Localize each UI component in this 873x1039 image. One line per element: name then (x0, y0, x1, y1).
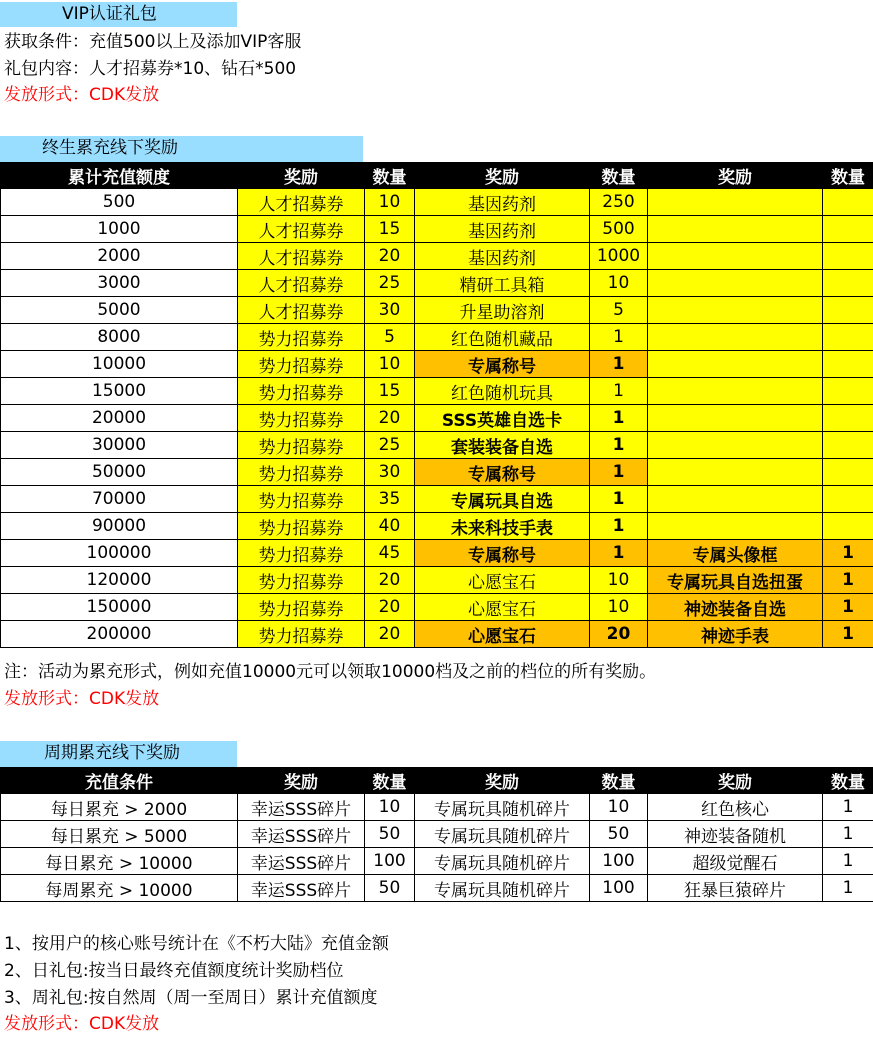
reward-1-cell: 人才招募券 (238, 297, 365, 324)
condition-cell: 每周累充 > 10000 (1, 875, 238, 902)
reward-3-cell: 神迹装备自选 (648, 594, 823, 621)
reward-2-cell: 专属玩具随机碎片 (415, 875, 590, 902)
table-row (1, 378, 873, 405)
reward-3-cell: 狂暴巨猿碎片 (648, 875, 823, 902)
quantity-2-cell: 50 (590, 821, 648, 848)
table-row (1, 216, 873, 243)
reward-3-cell: 专属玩具自选扭蛋 (648, 567, 823, 594)
reward-2-cell: 专属称号 (415, 540, 590, 567)
header-reward: 奖励 (238, 163, 365, 189)
header-quantity: 数量 (365, 163, 415, 189)
reward-2-cell: 专属称号 (415, 459, 590, 486)
reward-2-cell: 套装装备自选 (415, 432, 590, 459)
reward-2-cell: 专属玩具随机碎片 (415, 794, 590, 821)
reward-2-cell: 未来科技手表 (415, 513, 590, 540)
reward-1-cell: 人才招募券 (238, 243, 365, 270)
quantity-2-cell: 1 (590, 459, 648, 486)
amount-cell: 50000 (1, 459, 238, 486)
reward-3-cell (648, 513, 823, 540)
periodic-title: 周期累充线下奖励 (0, 741, 237, 767)
table-row (1, 189, 873, 216)
reward-2-cell: 升星助溶剂 (415, 297, 590, 324)
reward-3-cell (648, 405, 823, 432)
quantity-1-cell: 10 (365, 351, 415, 378)
quantity-1-cell: 40 (365, 513, 415, 540)
quantity-1-cell: 20 (365, 621, 415, 648)
amount-cell: 2000 (1, 243, 238, 270)
header-reward: 奖励 (648, 163, 823, 189)
cumulative-note: 注：活动为累充形式，例如充值10000元可以领取10000档及之前的档位的所有奖励。 (4, 662, 657, 682)
table-row (1, 486, 873, 513)
reward-3-cell (648, 432, 823, 459)
reward-2-cell: 基因药剂 (415, 243, 590, 270)
reward-2-cell: 基因药剂 (415, 216, 590, 243)
quantity-2-cell: 1000 (590, 243, 648, 270)
quantity-2-cell: 10 (590, 270, 648, 297)
reward-1-cell: 势力招募券 (238, 459, 365, 486)
condition-cell: 每日累充 > 2000 (1, 794, 238, 821)
quantity-2-cell: 10 (590, 594, 648, 621)
amount-cell: 200000 (1, 621, 238, 648)
reward-1-cell: 人才招募券 (238, 270, 365, 297)
amount-cell: 100000 (1, 540, 238, 567)
reward-1-cell: 势力招募券 (238, 432, 365, 459)
condition-cell: 每日累充 > 10000 (1, 848, 238, 875)
reward-1-cell: 势力招募券 (238, 378, 365, 405)
reward-2-cell: 红色随机藏品 (415, 324, 590, 351)
quantity-1-cell: 25 (365, 270, 415, 297)
header-quantity: 数量 (823, 163, 873, 189)
amount-cell: 30000 (1, 432, 238, 459)
amount-cell: 8000 (1, 324, 238, 351)
table-row (1, 297, 873, 324)
table-header-row (1, 163, 873, 189)
quantity-1-cell: 50 (365, 821, 415, 848)
quantity-2-cell: 20 (590, 621, 648, 648)
reward-1-cell: 幸运SSS碎片 (238, 794, 365, 821)
quantity-1-cell: 15 (365, 216, 415, 243)
quantity-2-cell: 500 (590, 216, 648, 243)
amount-cell: 70000 (1, 486, 238, 513)
header-quantity: 数量 (365, 768, 415, 794)
quantity-3-cell (823, 324, 873, 351)
final-delivery: 发放形式：CDK发放 (4, 1014, 160, 1034)
vip-title: VIP认证礼包 (0, 2, 237, 27)
quantity-2-cell: 5 (590, 297, 648, 324)
header-reward: 奖励 (415, 163, 590, 189)
quantity-2-cell: 250 (590, 189, 648, 216)
table-row (1, 513, 873, 540)
amount-cell: 15000 (1, 378, 238, 405)
reward-1-cell: 势力招募券 (238, 324, 365, 351)
reward-1-cell: 势力招募券 (238, 567, 365, 594)
quantity-2-cell: 1 (590, 324, 648, 351)
quantity-3-cell (823, 432, 873, 459)
quantity-2-cell: 10 (590, 567, 648, 594)
quantity-1-cell: 5 (365, 324, 415, 351)
reward-2-cell: 精研工具箱 (415, 270, 590, 297)
reward-3-cell (648, 297, 823, 324)
quantity-2-cell: 1 (590, 432, 648, 459)
table-row (1, 540, 873, 567)
header-reward: 奖励 (238, 768, 365, 794)
reward-2-cell: SSS英雄自选卡 (415, 405, 590, 432)
reward-3-cell (648, 378, 823, 405)
table-row (1, 243, 873, 270)
quantity-2-cell: 1 (590, 378, 648, 405)
header-condition: 充值条件 (1, 768, 238, 794)
header-quantity: 数量 (590, 768, 648, 794)
quantity-3-cell (823, 297, 873, 324)
quantity-3-cell (823, 378, 873, 405)
quantity-3-cell: 1 (823, 621, 873, 648)
table-row (1, 270, 873, 297)
reward-3-cell (648, 351, 823, 378)
amount-cell: 500 (1, 189, 238, 216)
reward-3-cell (648, 243, 823, 270)
quantity-3-cell: 1 (823, 821, 873, 848)
reward-1-cell: 势力招募券 (238, 405, 365, 432)
reward-2-cell: 专属称号 (415, 351, 590, 378)
quantity-3-cell (823, 243, 873, 270)
reward-1-cell: 幸运SSS碎片 (238, 848, 365, 875)
header-reward: 奖励 (648, 768, 823, 794)
quantity-2-cell: 1 (590, 351, 648, 378)
table-row (1, 848, 873, 875)
quantity-1-cell: 20 (365, 567, 415, 594)
reward-3-cell: 神迹装备随机 (648, 821, 823, 848)
amount-cell: 120000 (1, 567, 238, 594)
amount-cell: 20000 (1, 405, 238, 432)
amount-cell: 3000 (1, 270, 238, 297)
header-quantity: 数量 (823, 768, 873, 794)
quantity-3-cell: 1 (823, 594, 873, 621)
quantity-1-cell: 35 (365, 486, 415, 513)
reward-1-cell: 势力招募券 (238, 513, 365, 540)
quantity-1-cell: 10 (365, 794, 415, 821)
quantity-3-cell (823, 513, 873, 540)
quantity-2-cell: 1 (590, 513, 648, 540)
table-row (1, 594, 873, 621)
reward-3-cell (648, 216, 823, 243)
reward-3-cell (648, 324, 823, 351)
quantity-3-cell (823, 459, 873, 486)
reward-1-cell: 势力招募券 (238, 594, 365, 621)
quantity-1-cell: 20 (365, 405, 415, 432)
periodic-reward-table (0, 767, 873, 902)
quantity-3-cell: 1 (823, 794, 873, 821)
table-header-row (1, 768, 873, 794)
table-row (1, 794, 873, 821)
reward-2-cell: 基因药剂 (415, 189, 590, 216)
reward-3-cell (648, 189, 823, 216)
quantity-1-cell: 10 (365, 189, 415, 216)
cumulative-reward-table (0, 162, 873, 648)
quantity-2-cell: 100 (590, 875, 648, 902)
quantity-3-cell: 1 (823, 540, 873, 567)
reward-3-cell (648, 486, 823, 513)
quantity-3-cell: 1 (823, 567, 873, 594)
quantity-3-cell (823, 351, 873, 378)
amount-cell: 90000 (1, 513, 238, 540)
header-quantity: 数量 (590, 163, 648, 189)
quantity-2-cell: 1 (590, 405, 648, 432)
table-row (1, 324, 873, 351)
reward-2-cell: 心愿宝石 (415, 567, 590, 594)
condition-cell: 每日累充 > 5000 (1, 821, 238, 848)
reward-1-cell: 人才招募券 (238, 216, 365, 243)
reward-1-cell: 人才招募券 (238, 189, 365, 216)
reward-1-cell: 势力招募券 (238, 540, 365, 567)
reward-3-cell (648, 459, 823, 486)
table-row (1, 405, 873, 432)
quantity-3-cell: 1 (823, 848, 873, 875)
vip-content: 礼包内容：人才招募券*10、钻石*500 (4, 59, 297, 79)
quantity-1-cell: 30 (365, 297, 415, 324)
quantity-3-cell (823, 270, 873, 297)
reward-2-cell: 专属玩具随机碎片 (415, 821, 590, 848)
note-3: 3、周礼包:按自然周（周一至周日）累计充值额度 (4, 988, 378, 1008)
cumulative-title: 终生累充线下奖励 (0, 136, 363, 162)
cumulative-delivery: 发放形式：CDK发放 (4, 689, 160, 709)
amount-cell: 10000 (1, 351, 238, 378)
quantity-1-cell: 15 (365, 378, 415, 405)
vip-delivery: 发放形式：CDK发放 (4, 85, 160, 105)
quantity-1-cell: 50 (365, 875, 415, 902)
quantity-2-cell: 10 (590, 794, 648, 821)
table-row (1, 432, 873, 459)
quantity-2-cell: 1 (590, 540, 648, 567)
reward-2-cell: 专属玩具自选 (415, 486, 590, 513)
header-reward: 奖励 (415, 768, 590, 794)
quantity-3-cell (823, 486, 873, 513)
table-row (1, 459, 873, 486)
table-row (1, 875, 873, 902)
reward-3-cell: 超级觉醒石 (648, 848, 823, 875)
reward-2-cell: 心愿宝石 (415, 621, 590, 648)
reward-2-cell: 心愿宝石 (415, 594, 590, 621)
reward-1-cell: 势力招募券 (238, 621, 365, 648)
table-row (1, 821, 873, 848)
quantity-3-cell (823, 216, 873, 243)
amount-cell: 5000 (1, 297, 238, 324)
quantity-1-cell: 30 (365, 459, 415, 486)
quantity-1-cell: 100 (365, 848, 415, 875)
quantity-3-cell (823, 189, 873, 216)
amount-cell: 150000 (1, 594, 238, 621)
amount-cell: 1000 (1, 216, 238, 243)
quantity-1-cell: 25 (365, 432, 415, 459)
note-2: 2、日礼包:按当日最终充值额度统计奖励档位 (4, 961, 344, 981)
table-row (1, 567, 873, 594)
vip-condition: 获取条件：充值500以上及添加VIP客服 (4, 32, 302, 52)
reward-2-cell: 专属玩具随机碎片 (415, 848, 590, 875)
table-row (1, 351, 873, 378)
reward-1-cell: 幸运SSS碎片 (238, 821, 365, 848)
reward-1-cell: 势力招募券 (238, 486, 365, 513)
quantity-2-cell: 1 (590, 486, 648, 513)
quantity-1-cell: 20 (365, 243, 415, 270)
quantity-3-cell: 1 (823, 875, 873, 902)
note-1: 1、按用户的核心账号统计在《不朽大陆》充值金额 (4, 934, 389, 954)
reward-3-cell: 红色核心 (648, 794, 823, 821)
reward-1-cell: 势力招募券 (238, 351, 365, 378)
quantity-1-cell: 20 (365, 594, 415, 621)
reward-3-cell (648, 270, 823, 297)
reward-3-cell: 神迹手表 (648, 621, 823, 648)
header-amount: 累计充值额度 (1, 163, 238, 189)
reward-3-cell: 专属头像框 (648, 540, 823, 567)
reward-1-cell: 幸运SSS碎片 (238, 875, 365, 902)
quantity-1-cell: 45 (365, 540, 415, 567)
quantity-3-cell (823, 405, 873, 432)
table-row (1, 621, 873, 648)
reward-2-cell: 红色随机玩具 (415, 378, 590, 405)
quantity-2-cell: 100 (590, 848, 648, 875)
